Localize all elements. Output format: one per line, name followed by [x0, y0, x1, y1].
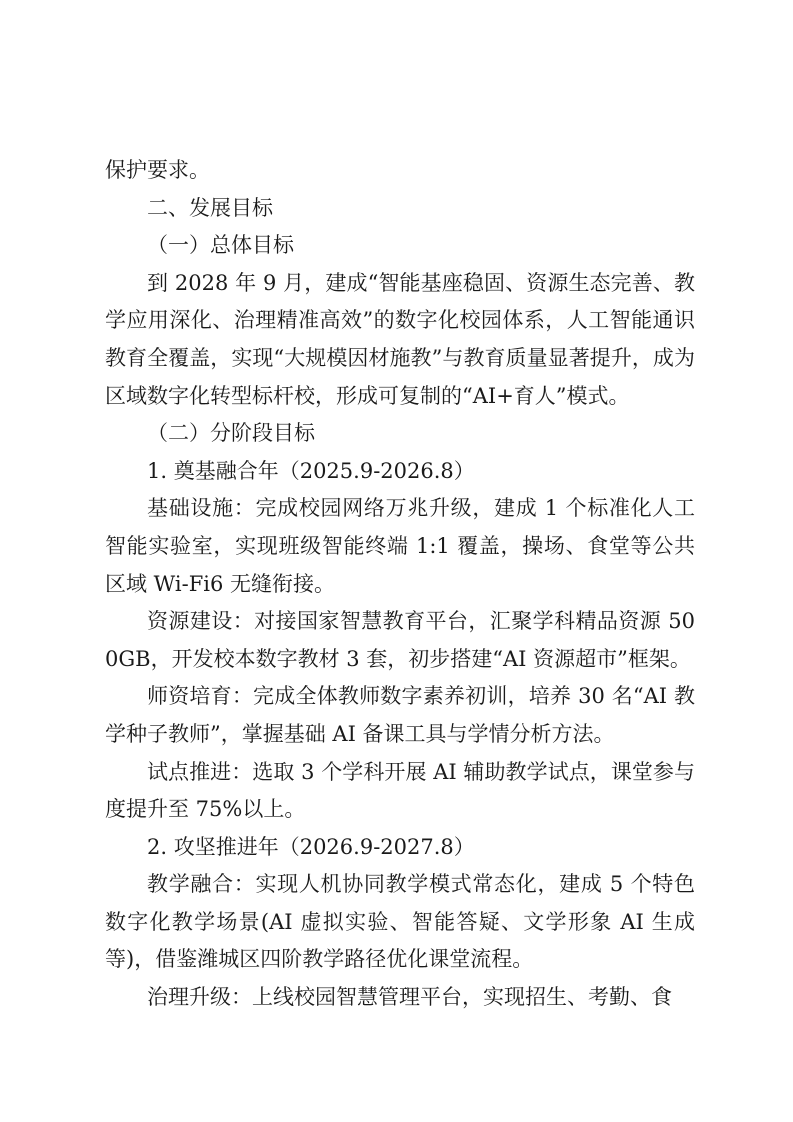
- document-content: [105, 152, 695, 1017]
- paragraph-teacher-training: 师资培育：完成全体教师数字素养初训，培养 30 名“AI 教学种子教师”，掌握基础 AI 备课工具与学情分析方法。: [105, 684, 695, 746]
- paragraph-resource-building: 资源建设：对接国家智慧教育平台，汇聚学科精品资源 500GB，开发校本数字教材 3 套，初步搭建“AI 资源超市”框架。: [105, 609, 695, 671]
- paragraph-infrastructure: 基础设施：完成校园网络万兆升级，建成 1 个标准化人工智能实验室，实现班级智能终端 1:1 覆盖，操场、食堂等公共区域 Wi-Fi6 无缝衔接。: [105, 496, 695, 596]
- paragraph-protection-requirements-tail: 保护要求。: [105, 158, 210, 182]
- heading-development-goals: 二、发展目标: [147, 195, 273, 220]
- paragraph-overall-goal: 到 2028 年 9 月，建成“智能基座稳固、资源生态完善、教学应用深化、治理精准高效”的数字化校园体系，人工智能通识教育全覆盖，实现“大规模因材施教”与教育质量显著提升，成为区域数字化转型标杆校，形成可复制的“AI+育人”模式。: [105, 270, 695, 408]
- heading-phase1-foundation-year: 1. 奠基融合年（2025.9-2026.8）: [147, 458, 475, 483]
- paragraph-teaching-integration: 教学融合：实现人机协同教学模式常态化，建成 5 个特色数字化教学场景(AI 虚拟实验、智能答疑、文学形象 AI 生成等)，借鉴潍城区四阶教学路径优化课堂流程。: [105, 872, 695, 972]
- heading-phase2-advance-year: 2. 攻坚推进年（2026.9-2027.8）: [147, 834, 475, 859]
- heading-phased-goals: （二）分阶段目标: [147, 421, 315, 446]
- paragraph-governance-upgrade-tail: 治理升级：上线校园智慧管理平台，实现招生、考勤、食: [147, 985, 672, 1010]
- heading-overall-goal: （一）总体目标: [147, 233, 294, 258]
- paragraph-pilot-promotion: 试点推进：选取 3 个学科开展 AI 辅助教学试点，课堂参与度提升至 75%以上。: [105, 759, 695, 822]
